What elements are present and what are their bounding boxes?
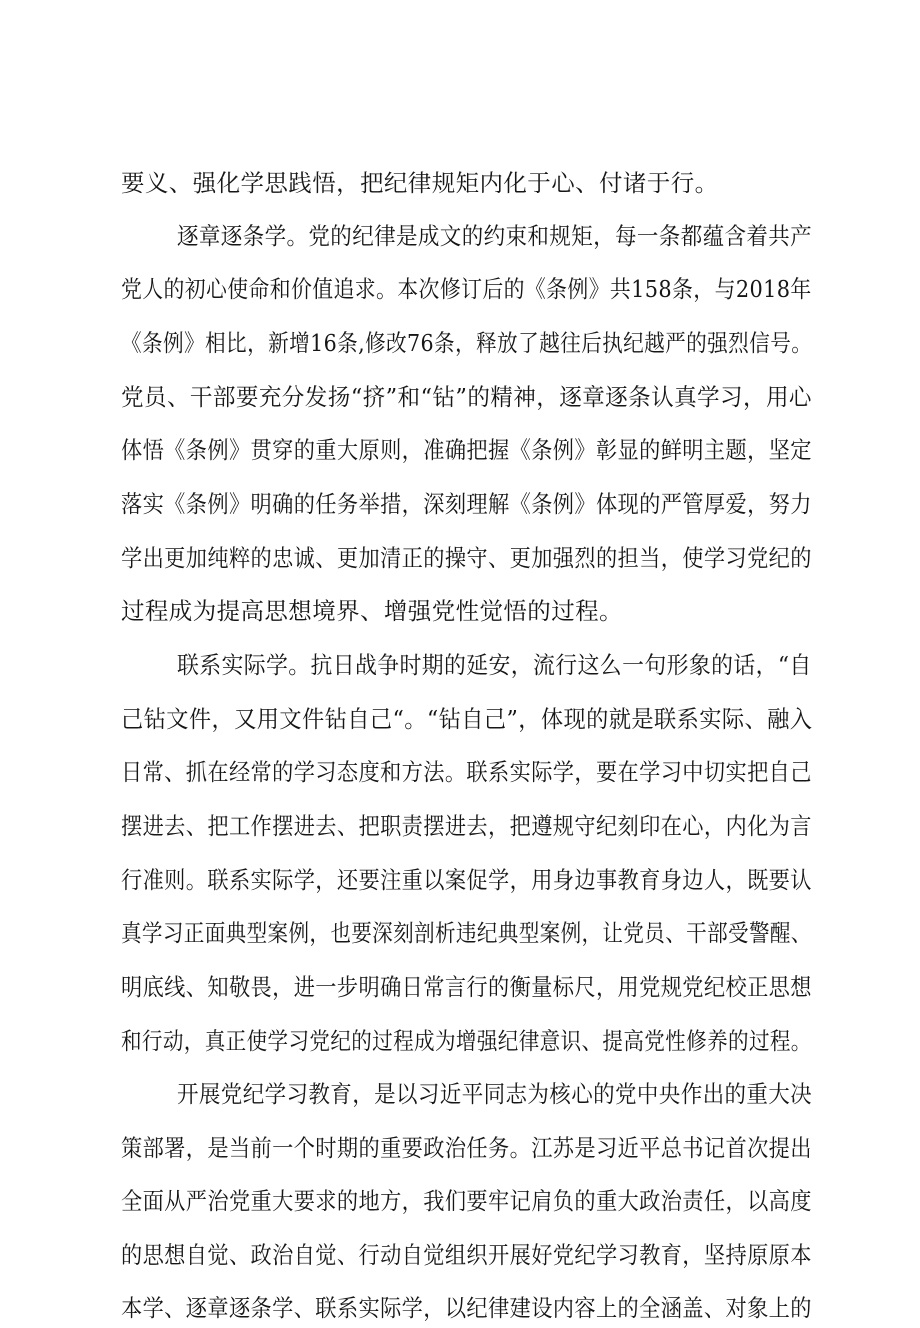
text-line: 摆进去、把工作摆进去、把职责摆进去，把遵规守纪刻印在心，内化为言 [121,812,812,840]
text-line: 落实《条例》明确的任务举措，深刻理解《条例》体现的严管厚爱，努力 [121,490,812,518]
text-line: 《条例》相比，新增16条,修改76条，释放了越往后执纪越严的强烈信号。 [121,329,813,357]
text-line: 策部署，是当前一个时期的重要政治任务。江苏是习近平总书记首次提出 [121,1134,812,1162]
text-line: 党员、干部要充分发扬“挤”和“钻”的精神，逐章逐条认真学习，用心 [121,383,812,411]
text-line: 学出更加纯粹的忠诚、更加清正的操守、更加强烈的担当，使学习党纪的 [121,544,812,572]
paragraph-start-line: 开展党纪学习教育，是以习近平同志为核心的党中央作出的重大决 [177,1080,813,1108]
text-line: 本学、逐章逐条学、联系实际学，以纪律建设内容上的全涵盖、对象上的 [121,1294,812,1322]
text-line: 党人的初心使命和价值追求。本次修订后的《条例》共158条，与2018年 [121,275,812,303]
text-line: 全面从严治党重大要求的地方，我们要牢记肩负的重大政治责任，以高度 [121,1187,812,1215]
paragraph-start-line: 逐章逐条学。党的纪律是成文的约束和规矩，每一条都蕴含着共产 [177,222,813,250]
paragraph-start-line: 联系实际学。抗日战争时期的延安，流行这么一句形象的话，“自 [177,651,812,679]
text-line: 真学习正面典型案例，也要深刻剖析违纪典型案例，让党员、干部受警醒、 [121,919,812,947]
text-line: 要义、强化学思践悟，把纪律规矩内化于心、付诸于行。 [121,169,719,197]
text-line: 体悟《条例》贯穿的重大原则，准确把握《条例》彰显的鲜明主题，坚定 [121,436,812,464]
text-line: 己钻文件，又用文件钻自己“。“钻自己”，体现的就是联系实际、融入 [121,705,813,733]
text-line: 和行动，真正使学习党纪的过程成为增强纪律意识、提高党性修养的过程。 [121,1027,812,1055]
text-line: 的思想自觉、政治自觉、行动自觉组织开展好党纪学习教育，坚持原原本 [121,1241,812,1269]
text-line: 过程成为提高思想境界、增强党性觉悟的过程。 [121,597,623,625]
text-line: 日常、抓在经常的学习态度和方法。联系实际学，要在学习中切实把自己 [121,758,812,786]
text-line: 明底线、知敬畏，进一步明确日常言行的衡量标尺，用党规党纪校正思想 [121,973,812,1001]
text-line: 行准则。联系实际学，还要注重以案促学，用身边事教育身边人，既要认 [121,866,812,894]
